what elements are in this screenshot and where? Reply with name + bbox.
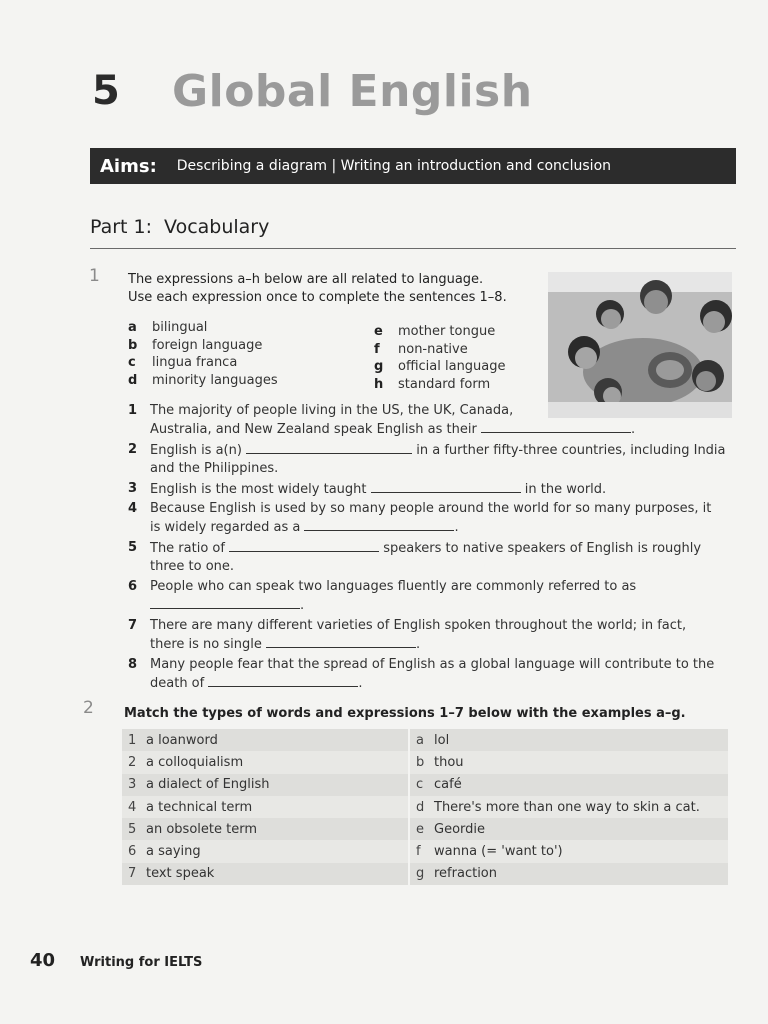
expression-letter: b bbox=[128, 337, 138, 353]
expression-item bbox=[128, 372, 278, 390]
sentence-text: speakers to native speakers of English is roughly bbox=[383, 541, 702, 556]
term-cell[interactable] bbox=[122, 729, 408, 751]
term-text: a loanword bbox=[146, 732, 218, 748]
example-cell[interactable] bbox=[410, 774, 728, 796]
term-cell[interactable] bbox=[122, 818, 408, 840]
example-cell[interactable] bbox=[410, 818, 728, 840]
sentence-end: . bbox=[630, 422, 636, 437]
page-number: 40 bbox=[30, 950, 56, 971]
example-text: refraction bbox=[434, 866, 497, 882]
exercise-1-number: 1 bbox=[89, 266, 100, 286]
example-letter: a bbox=[416, 732, 424, 748]
example-text: There's more than one way to skin a cat. bbox=[434, 799, 700, 815]
example-cell[interactable] bbox=[410, 729, 728, 751]
term-number: 5 bbox=[128, 821, 137, 837]
expression-text: standard form bbox=[398, 376, 491, 392]
sentence-number: 2 bbox=[128, 442, 138, 457]
expression-list-right bbox=[374, 323, 506, 393]
sentence-number: 4 bbox=[128, 501, 138, 516]
sentence-text: The ratio of bbox=[150, 541, 225, 556]
sentence-text: death of bbox=[150, 676, 205, 691]
expression-text: bilingual bbox=[152, 320, 208, 335]
example-letter: e bbox=[416, 821, 424, 837]
unit-title: Global English bbox=[172, 66, 533, 117]
sentence-text: is widely regarded as a bbox=[150, 520, 301, 535]
instruction-line: The expressions a–h below are all related to language. bbox=[128, 272, 484, 287]
sentence-number: 7 bbox=[128, 618, 138, 633]
unit-number: 5 bbox=[92, 68, 120, 114]
sentence-text: in the world. bbox=[524, 482, 607, 497]
term-cell[interactable] bbox=[122, 840, 408, 862]
expression-text: mother tongue bbox=[398, 324, 496, 339]
sentence-4 bbox=[128, 500, 728, 537]
sentence-text: English is a(n) bbox=[150, 443, 242, 458]
sentence-text: Australia, and New Zealand speak English as their bbox=[150, 422, 477, 437]
answer-blank[interactable] bbox=[229, 539, 379, 552]
table-row bbox=[122, 863, 728, 885]
instruction-line: Use each expression once to complete the sentences 1–8. bbox=[128, 290, 507, 305]
sentence-end: . bbox=[454, 520, 459, 535]
sentence-number: 5 bbox=[128, 540, 138, 555]
aims-label: Aims: bbox=[100, 155, 157, 177]
matching-table bbox=[122, 729, 728, 885]
sentence-8 bbox=[128, 656, 728, 693]
sentence-6 bbox=[128, 578, 728, 615]
expression-letter: g bbox=[374, 359, 384, 374]
expression-letter: h bbox=[374, 376, 384, 392]
term-text: a colloquialism bbox=[146, 754, 244, 770]
expression-item bbox=[374, 341, 506, 359]
table-row bbox=[122, 796, 728, 818]
expression-text: lingua franca bbox=[152, 355, 238, 370]
sentence-end: . bbox=[416, 637, 421, 652]
example-cell[interactable] bbox=[410, 863, 728, 885]
group-photo-illustration bbox=[548, 272, 732, 418]
sentence-text: there is no single bbox=[150, 637, 262, 652]
expression-text: foreign language bbox=[152, 337, 263, 353]
expression-item bbox=[374, 323, 506, 341]
example-text: lol bbox=[434, 732, 450, 748]
term-number: 1 bbox=[128, 732, 137, 748]
table-row bbox=[122, 729, 728, 751]
example-text: Geordie bbox=[434, 821, 486, 837]
sentence-number: 3 bbox=[128, 481, 138, 496]
table-row bbox=[122, 774, 728, 796]
exercise-2-instructions: Match the types of words and expressions 1–7 below with the examples a–g. bbox=[124, 706, 686, 721]
term-number: 3 bbox=[128, 777, 137, 793]
part-divider bbox=[90, 248, 736, 249]
sentence-text: There are many different varieties of English spoken throughout the world; in fact, bbox=[150, 618, 687, 633]
part-label: Part 1: bbox=[90, 216, 153, 238]
term-cell[interactable] bbox=[122, 751, 408, 773]
example-letter: c bbox=[416, 777, 424, 793]
example-letter: g bbox=[416, 866, 425, 882]
example-cell[interactable] bbox=[410, 796, 728, 818]
sentence-number: 1 bbox=[128, 403, 138, 418]
answer-blank[interactable] bbox=[481, 420, 631, 433]
example-text: wanna (= 'want to') bbox=[434, 844, 563, 860]
sentence-5 bbox=[128, 539, 728, 576]
expression-letter: a bbox=[128, 320, 137, 335]
exercise-1-instructions bbox=[128, 271, 548, 307]
example-text: café bbox=[434, 777, 462, 793]
example-text: thou bbox=[434, 754, 464, 770]
term-text: text speak bbox=[146, 866, 215, 882]
term-text: a technical term bbox=[146, 799, 253, 815]
example-letter: b bbox=[416, 754, 425, 770]
sentence-1 bbox=[128, 402, 728, 439]
sentence-3 bbox=[128, 480, 728, 499]
sentence-text: three to one. bbox=[150, 559, 235, 574]
expression-letter: f bbox=[374, 341, 380, 357]
part-name: Vocabulary bbox=[164, 216, 270, 238]
expression-item bbox=[128, 337, 278, 355]
sentence-2 bbox=[128, 441, 728, 478]
term-number: 7 bbox=[128, 866, 137, 882]
sentence-text: Many people fear that the spread of English as a global language will contribute to the bbox=[150, 657, 715, 672]
sentence-text: in a further fifty-three countries, including India bbox=[416, 443, 726, 458]
term-number: 2 bbox=[128, 754, 137, 770]
answer-blank[interactable] bbox=[266, 635, 416, 648]
answer-blank[interactable] bbox=[371, 480, 521, 493]
answer-blank[interactable] bbox=[208, 674, 358, 687]
answer-blank[interactable] bbox=[304, 518, 454, 531]
sentence-text: The majority of people living in the US, the UK, Canada, bbox=[150, 403, 514, 418]
expression-item bbox=[128, 319, 278, 337]
table-row bbox=[122, 751, 728, 773]
expression-text: non-native bbox=[398, 341, 468, 357]
term-cell[interactable] bbox=[122, 774, 408, 796]
example-letter: f bbox=[416, 844, 421, 860]
expression-letter: d bbox=[128, 372, 138, 388]
exercise-2-number: 2 bbox=[83, 698, 94, 718]
book-title: Writing for IELTS bbox=[80, 955, 203, 970]
term-text: an obsolete term bbox=[146, 821, 257, 837]
expression-item bbox=[128, 354, 278, 372]
expression-letter: e bbox=[374, 324, 383, 339]
part-heading bbox=[90, 216, 269, 238]
term-text: a saying bbox=[146, 844, 201, 860]
table-row bbox=[122, 818, 728, 840]
expression-text: official language bbox=[398, 359, 506, 374]
expression-item bbox=[374, 376, 506, 394]
example-cell[interactable] bbox=[410, 840, 728, 862]
sentence-text: and the Philippines. bbox=[150, 461, 279, 476]
sentence-text: Because English is used by so many people around the world for so many purposes, it bbox=[150, 501, 712, 516]
sentence-end: . bbox=[300, 598, 305, 613]
expression-letter: c bbox=[128, 355, 136, 370]
sentence-7 bbox=[128, 617, 728, 654]
term-cell[interactable] bbox=[122, 796, 408, 818]
expression-item bbox=[374, 358, 506, 376]
sentence-text: People who can speak two languages fluently are commonly referred to as bbox=[150, 579, 637, 594]
answer-blank[interactable] bbox=[246, 441, 412, 454]
expression-list-left bbox=[128, 319, 278, 389]
aims-bar bbox=[90, 148, 736, 184]
aims-text: Describing a diagram | Writing an introduction and conclusion bbox=[176, 158, 612, 174]
sentence-text: English is the most widely taught bbox=[150, 482, 367, 497]
term-number: 6 bbox=[128, 844, 137, 860]
sentence-number: 8 bbox=[128, 657, 138, 672]
table-row bbox=[122, 840, 728, 862]
term-text: a dialect of English bbox=[146, 777, 270, 793]
sentence-end: . bbox=[358, 676, 363, 691]
term-cell[interactable] bbox=[122, 863, 408, 885]
example-letter: d bbox=[416, 799, 425, 815]
expression-text: minority languages bbox=[152, 372, 278, 388]
group-photo bbox=[548, 272, 732, 418]
term-number: 4 bbox=[128, 799, 137, 815]
answer-blank[interactable] bbox=[150, 596, 300, 609]
sentence-number: 6 bbox=[128, 579, 138, 594]
example-cell[interactable] bbox=[410, 751, 728, 773]
